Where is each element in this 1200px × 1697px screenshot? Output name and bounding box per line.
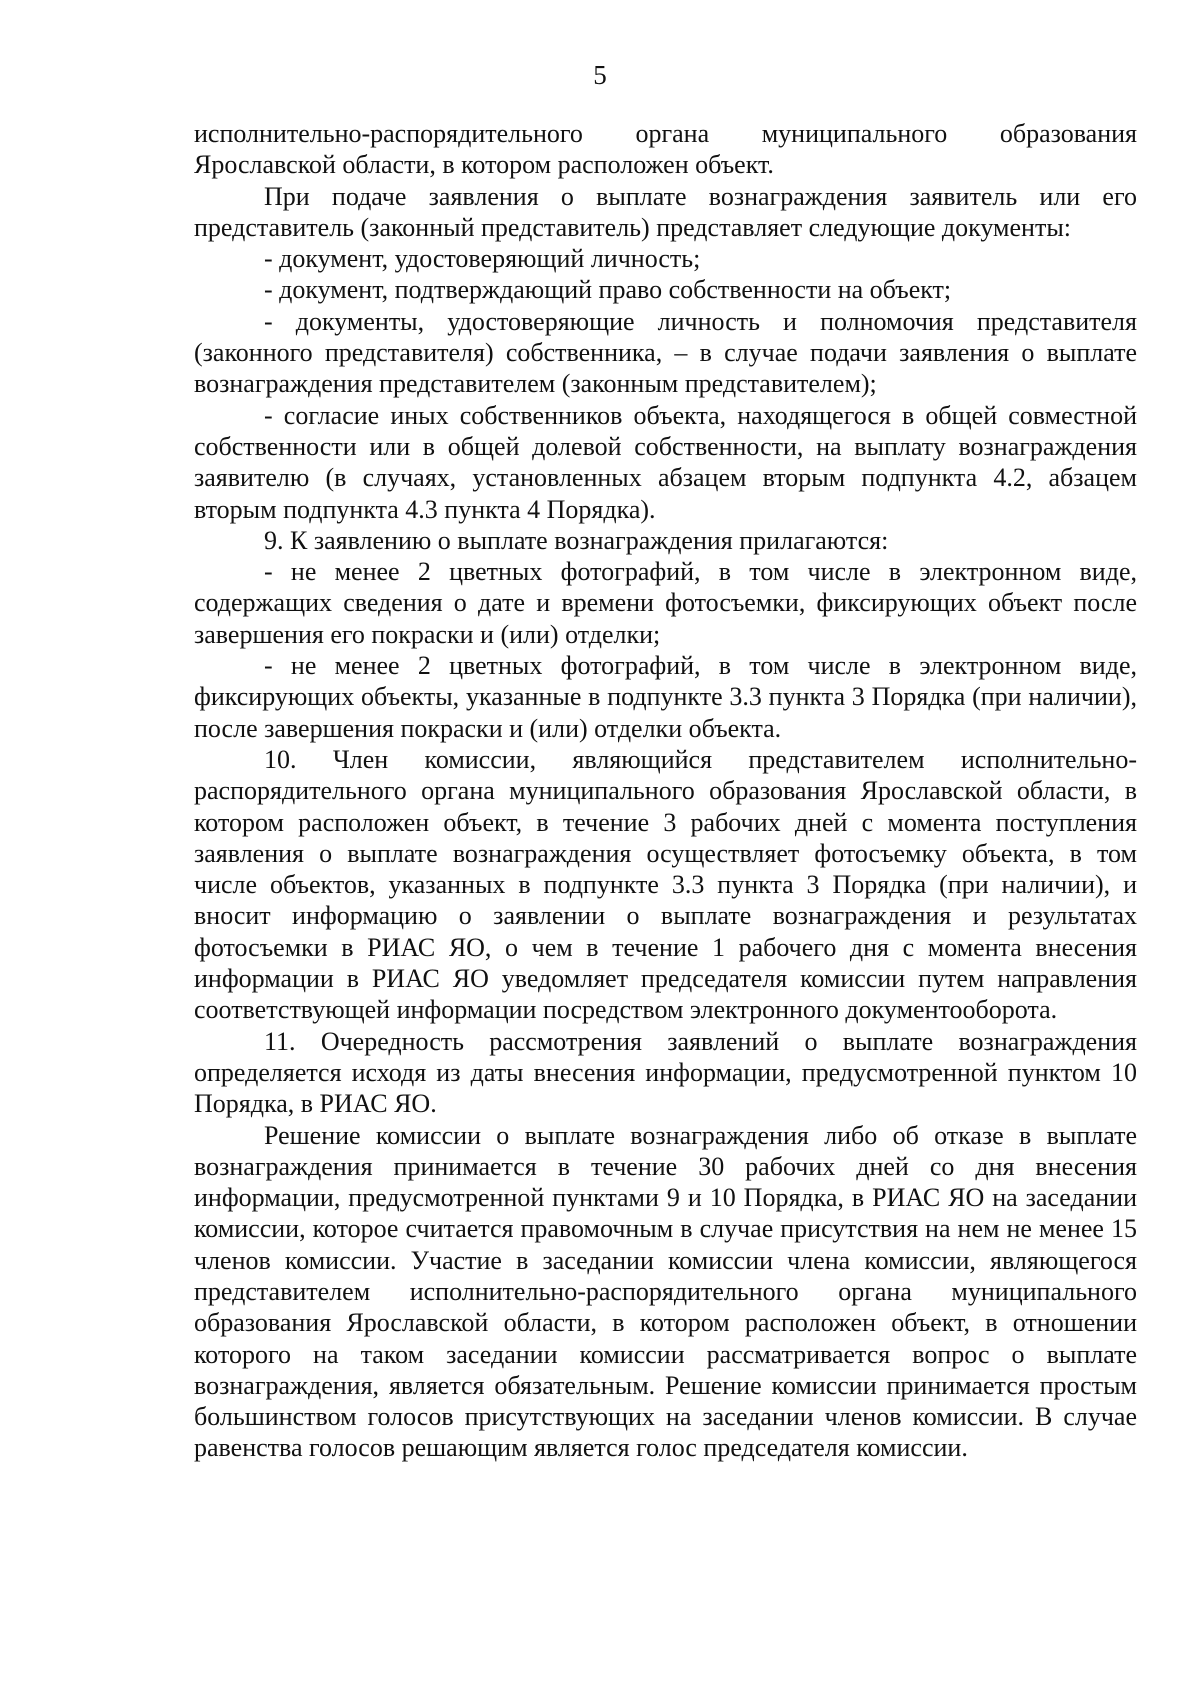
paragraph-item-11: 11. Очередность рассмотрения заявлений о выплате вознаграждения определяется исходя из даты внесения информации, предусмотренной пунктом 10 Порядка, в РИАС ЯО. [194,1026,1137,1119]
list-item-photos-related-objects: - не менее 2 цветных фотографий, в том числе в электронном виде, фиксирующих объекты, указанные в подпункте 3.3 пункта 3 Порядка (при наличии), после завершения покраски и (или) отделки объекта. [194,651,1137,743]
paragraph-continuation: исполнительно-распорядительного органа муниципального образования Ярославской области, в котором расположен объект. [194,119,1137,180]
list-item-identity-document: - документ, удостоверяющий личность; [264,244,701,274]
paragraph-item-9: 9. К заявлению о выплате вознаграждения прилагаются: [264,525,889,555]
paragraph-documents-intro: При подаче заявления о выплате вознаграждения заявитель или его представитель (законный представитель) представляет следующие документы: [194,181,1137,242]
document-body [194,118,1137,1464]
paragraph-commission-decision: Решение комиссии о выплате вознаграждения либо об отказе в выплате вознаграждения принимается в течение 30 рабочих дней со дня внесения информации, предусмотренной пунктами 9 и 10 Порядка, в РИАС ЯО на заседании комиссии, которое считается правомочным в случае присутствия на нем не менее 15 членов комиссии. Участие в заседании комиссии члена комиссии, являющегося представителем исполнительно-распорядительного органа муниципального образования Ярославской области, в котором расположен объект, в отношении которого на таком заседании комиссии рассматривается вопрос о выплате вознаграждения, является обязательным. Решение комиссии принимается простым большинством голосов присутствующих на заседании членов комиссии. В случае равенства голосов решающим является голос председателя комиссии. [194,1120,1137,1463]
list-item-representative-documents: - документы, удостоверяющие личность и полномочия представителя (законного представителя) собственника, – в случае подачи заявления о выплате вознаграждения представителем (законным представителем); [194,306,1137,399]
list-item-photos-object: - не менее 2 цветных фотографий, в том числе в электронном виде, содержащих сведения о дате и времени фотосъемки, фиксирующих объект после завершения его покраски и (или) отделки; [194,557,1137,649]
page-number: 5 [593,60,607,90]
paragraph-item-10: 10. Член комиссии, являющийся представителем исполнительно-распорядительного органа муниципального образования Ярославской области, в котором расположен объект, в течение 3 рабочих дней с момента поступления заявления о выплате вознаграждения осуществляет фотосъемку объекта, в том числе объектов, указанных в подпункте 3.3 пункта 3 Порядка (при наличии), и вносит информацию о заявлении о выплате вознаграждения и результатах фотосъемки в РИАС ЯО, о чем в течение 1 рабочего дня с момента внесения информации в РИАС ЯО уведомляет председателя комиссии путем направления соответствующей информации посредством электронного документооборота. [194,744,1137,1025]
list-item-co-owners-consent: - согласие иных собственников объекта, находящегося в общей совместной собственности или в общей долевой собственности, на выплату вознаграждения заявителю (в случаях, установленных абзацем вторым подпункта 4.2, абзацем вторым подпункта 4.3 пункта 4 Порядка). [194,400,1137,524]
list-item-ownership-document: - документ, подтверждающий право собственности на объект; [264,275,952,305]
